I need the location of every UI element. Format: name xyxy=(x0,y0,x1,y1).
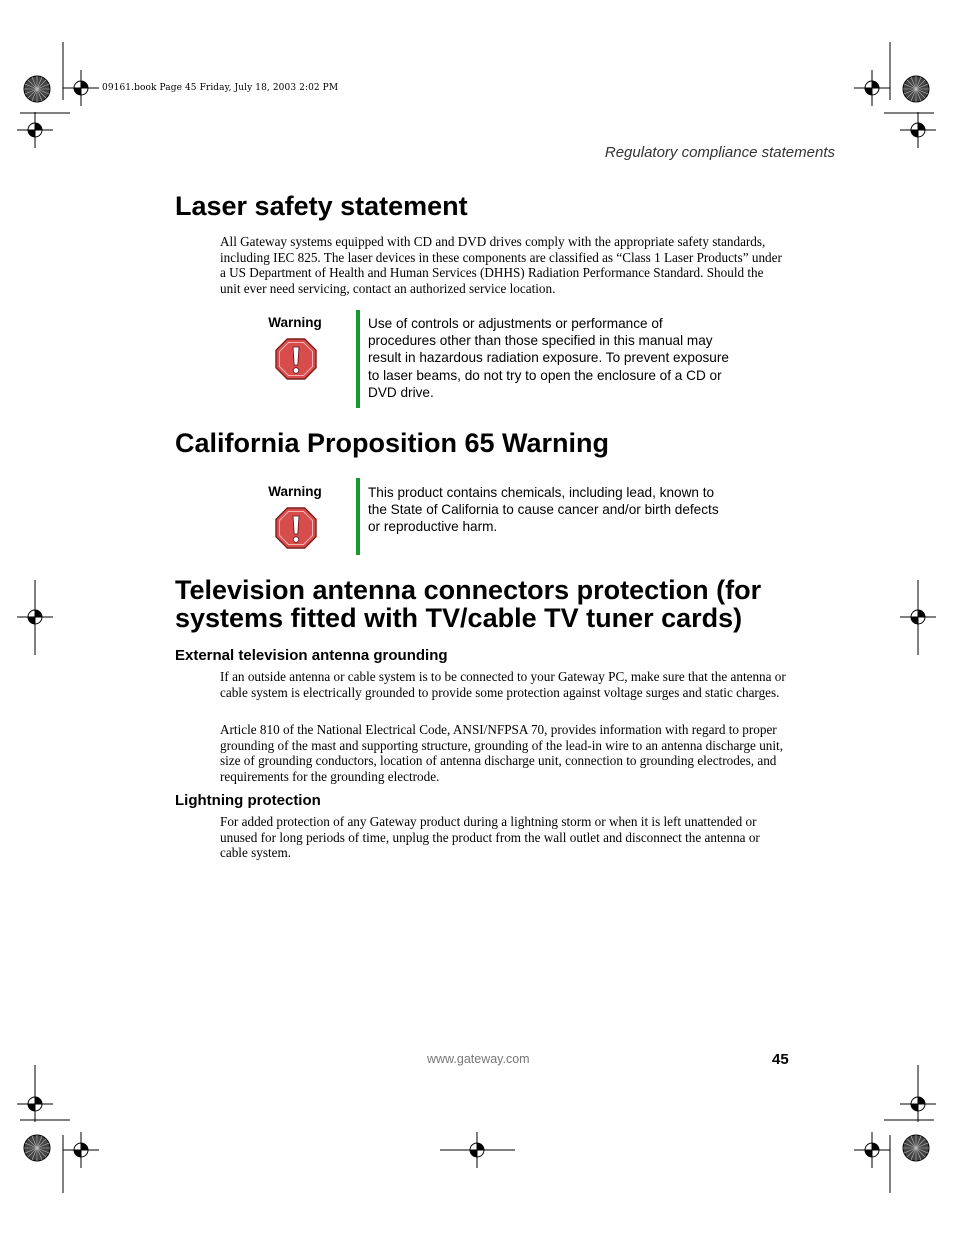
warning-label: Warning xyxy=(268,315,322,330)
antenna-grounding-paragraph-2: Article 810 of the National Electrical Code, ANSI/NFPSA 70, provides information with regard to proper grounding of the mast and supporting structure, grounding of the lead-in wire to an antenna discharge unit, size of grounding conductors, location of antenna discharge unit, connection to grounding electrodes, and requirements for the grounding electrode. xyxy=(220,722,784,784)
page-number: 45 xyxy=(772,1051,789,1068)
running-header: Regulatory compliance statements xyxy=(604,144,835,161)
prop65-heading: California Proposition 65 Warning xyxy=(175,428,610,458)
laser-safety-paragraph: All Gateway systems equipped with CD and DVD drives comply with the appropriate safety standards, including IEC 825. The laser devices in these components are classified as “Class 1 Laser Products” under a US Department of Health and Human Services (DHHS) Radiation Performance Standard. Should the unit ever need servicing, contact an authorized service location. xyxy=(220,234,782,296)
lightning-protection-heading: Lightning protection xyxy=(175,792,321,809)
print-slug: 09161.book Page 45 Friday, July 18, 2003 2:02 PM xyxy=(102,83,339,93)
warning-exclamation-icon xyxy=(275,338,317,380)
warning-label: Warning xyxy=(268,484,322,499)
laser-warning-text: Use of controls or adjustments or performance of procedures other than those specified in this manual may result in hazardous radiation exposure. To prevent exposure to laser beams, do not try to open the enclosure of a CD or DVD drive. xyxy=(368,316,729,400)
antenna-protection-heading xyxy=(175,576,761,632)
laser-safety-heading: Laser safety statement xyxy=(175,191,468,221)
warning-bar xyxy=(356,478,360,555)
lightning-protection-paragraph: For added protection of any Gateway product during a lightning storm or when it is left unattended or unused for long periods of time, unplug the product from the wall outlet and disconnect the antenna or cable system. xyxy=(220,814,760,861)
antenna-heading-line1: Television antenna connectors protection (for xyxy=(175,575,762,605)
warning-exclamation-icon xyxy=(275,507,317,549)
antenna-heading-line2: systems fitted with TV/cable TV tuner cards) xyxy=(175,603,743,633)
warning-bar xyxy=(356,310,360,408)
footer-url: www.gateway.com xyxy=(427,1052,530,1066)
antenna-grounding-heading: External television antenna grounding xyxy=(175,647,448,664)
prop65-warning-text: This product contains chemicals, including lead, known to the State of California to cause cancer and/or birth defects or reproductive harm. xyxy=(368,485,719,535)
antenna-grounding-paragraph-1: If an outside antenna or cable system is to be connected to your Gateway PC, make sure that the antenna or cable system is electrically grounded to provide some protection against voltage surges and static charges. xyxy=(220,669,786,700)
